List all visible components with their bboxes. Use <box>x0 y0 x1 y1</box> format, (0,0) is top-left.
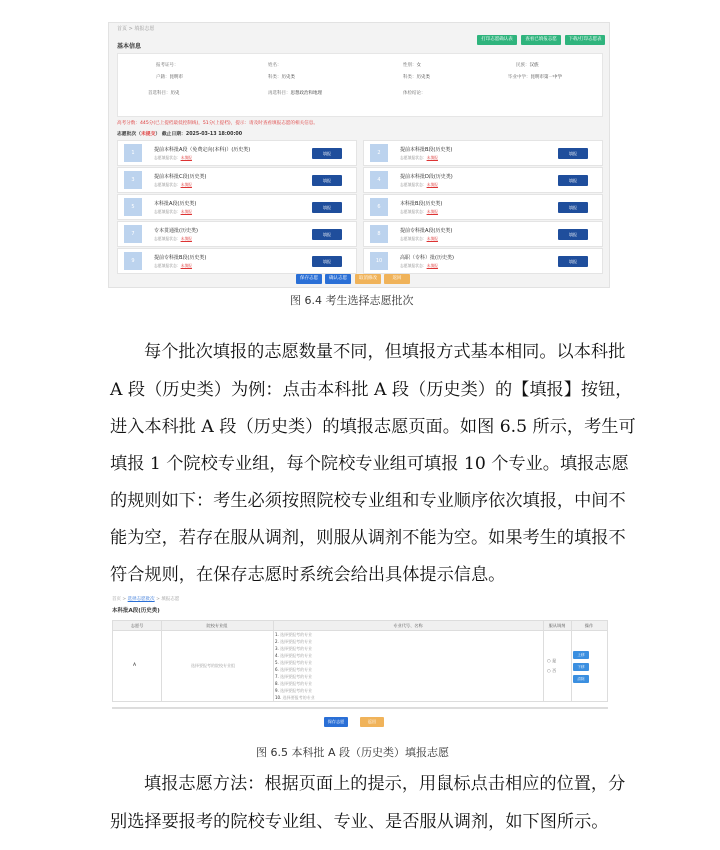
batch-state: 志愿填报状态：未填报 <box>154 209 192 214</box>
major-select[interactable]: 2. 选择要报考的专业 <box>275 639 313 644</box>
batch-name: 提前本科批B段(历史类) <box>400 147 453 153</box>
save-button[interactable]: 保存志愿 <box>324 717 348 727</box>
major-select[interactable]: 10. 选择要报考的专业 <box>275 695 315 700</box>
batch-name: 本科批B段(历史类) <box>400 201 443 207</box>
batch-selection-screenshot <box>108 22 610 288</box>
batch-state: 志愿填报状态：未填报 <box>400 182 438 187</box>
batch-number: 7 <box>124 225 142 243</box>
group-select[interactable]: 选择要报考的院校专业组 <box>191 663 235 668</box>
batch-card <box>363 248 603 274</box>
batch-state: 志愿填报状态：未填报 <box>400 209 438 214</box>
text-line: 别选择要报考的院校专业组、专业、是否服从调剂，如下图所示。 <box>110 812 609 832</box>
batch-name: 提前本科批A段（免费定向(本科)）(历史类) <box>154 147 251 153</box>
info-item: 报考证号： <box>156 63 179 68</box>
batch-card <box>117 140 357 166</box>
batch-number: 4 <box>370 171 388 189</box>
print-confirm-button[interactable]: 打印志愿确认表 <box>477 35 517 45</box>
text-line: 的规则如下：考生必须按照院校专业组和专业顺序依次填报，中间不 <box>110 491 626 511</box>
batch-number: 8 <box>370 225 388 243</box>
batch-card <box>117 248 357 274</box>
batch-card <box>117 221 357 247</box>
batch-name: 专本贯通批(历史类) <box>154 228 198 234</box>
batch-state: 志愿填报状态：未填报 <box>154 182 192 187</box>
major-select[interactable]: 7. 选择要报考的专业 <box>275 674 313 679</box>
fill-button[interactable]: 填报 <box>558 202 588 213</box>
adjust-yes-radio[interactable]: ○ 是 <box>547 658 557 663</box>
batch-card <box>117 194 357 220</box>
move-down-button[interactable]: 下移 <box>573 663 589 671</box>
batch-name: 提前专科批A段(历史类) <box>400 228 453 234</box>
figure-caption: 图 6.4 考生选择志愿批次 <box>290 294 414 307</box>
major-select[interactable]: 3. 选择要报考的专业 <box>275 646 313 651</box>
text-line: 进入本科批 A 段（历史类）的填报志愿页面。如图 6.5 所示，考生可 <box>110 417 636 437</box>
breadcrumb: 首页 > 填报志愿 <box>117 26 155 32</box>
text-line: 符合规则，在保存志愿时系统会给出具体提示信息。 <box>110 565 506 585</box>
batch-number: 1 <box>124 144 142 162</box>
batch-card <box>363 140 603 166</box>
info-item: 体检结论： <box>403 91 426 96</box>
col-header: 院校专业组 <box>161 621 273 631</box>
figure-caption: 图 6.5 本科批 A 段（历史类）填报志愿 <box>256 746 450 759</box>
move-up-button[interactable]: 上移 <box>573 651 589 659</box>
major-select[interactable]: 4. 选择要报考的专业 <box>275 653 313 658</box>
text-line: A 段（历史类）为例：点击本科批 A 段（历史类）的【填报】按钮， <box>110 380 633 400</box>
batch-state: 志愿填报状态：未填报 <box>154 236 192 241</box>
col-header: 服从调剂 <box>543 621 571 631</box>
download-print-button[interactable]: 下载/打印志愿表 <box>565 35 605 45</box>
info-item: 户籍：昆明市 <box>156 75 183 80</box>
clear-button[interactable]: 清除 <box>573 675 589 683</box>
text-line: 填报志愿方法：根据页面上的提示，用鼠标点击相应的位置，分 <box>144 774 626 794</box>
back-button[interactable]: 返回 <box>360 717 384 727</box>
major-select[interactable]: 5. 选择要报考的专业 <box>275 660 313 665</box>
adjust-no-radio[interactable]: ○ 否 <box>547 668 557 673</box>
major-select[interactable]: 9. 选择要报考的专业 <box>275 688 313 693</box>
batch-state: 志愿填报状态：未填报 <box>154 263 192 268</box>
batch-name: 提前专科批B段(历史类) <box>154 255 207 261</box>
volunteer-form-screenshot <box>110 592 610 737</box>
batch-number: 3 <box>124 171 142 189</box>
form-heading: 本科批A段(历史类) <box>112 608 160 614</box>
batch-card <box>363 221 603 247</box>
text-line: 能为空，若存在服从调剂，则服从调剂不能为空。如果考生的填报不 <box>110 528 626 548</box>
fill-button[interactable]: 填报 <box>558 175 588 186</box>
section-title: 基本信息 <box>117 43 142 50</box>
col-header: 操作 <box>571 621 607 631</box>
volunteer-table <box>112 620 608 702</box>
batch-state: 志愿填报状态：未填报 <box>154 155 192 160</box>
info-item: 民族：汉族 <box>516 63 539 68</box>
text-line: 每个批次填报的志愿数量不同，但填报方式基本相同。以本科批 <box>144 342 626 362</box>
info-item: 科类：历史类 <box>268 75 295 80</box>
cancel-button[interactable]: 取消修改 <box>355 274 381 284</box>
batch-number: 6 <box>370 198 388 216</box>
fill-button[interactable]: 填报 <box>312 256 342 267</box>
batch-state: 志愿填报状态：未填报 <box>400 155 438 160</box>
fill-button[interactable]: 填报 <box>312 148 342 159</box>
row-number: A <box>133 663 137 668</box>
major-select[interactable]: 8. 选择要报考的专业 <box>275 681 313 686</box>
breadcrumb-home[interactable]: 首页 <box>112 597 121 602</box>
batch-name: 提前本科批D段(历史类) <box>400 174 453 180</box>
fill-button[interactable]: 填报 <box>558 148 588 159</box>
batch-number: 2 <box>370 144 388 162</box>
major-select[interactable]: 6. 选择要报考的专业 <box>275 667 313 672</box>
info-item: 毕业中学：昆明市第一中学 <box>508 75 562 80</box>
info-item: 姓名： <box>268 63 282 68</box>
view-submitted-button[interactable]: 查看已填报志愿 <box>521 35 561 45</box>
score-notice: 高考分数：445分(已上提档最低控制线)，51分(上提档)，提示：请及时查看填报志愿的相关信息。 <box>117 121 318 126</box>
fill-button[interactable]: 填报 <box>312 202 342 213</box>
candidate-info-panel <box>117 53 603 117</box>
batch-card <box>117 167 357 193</box>
breadcrumb: 首页 > 选择志愿批次 > 填报志愿 <box>112 597 180 602</box>
fill-button[interactable]: 填报 <box>558 256 588 267</box>
breadcrumb-current: 填报志愿 <box>161 597 180 602</box>
breadcrumb-batch[interactable]: 选择志愿批次 <box>127 597 155 602</box>
info-item: 首选科目：历史 <box>148 91 180 96</box>
fill-button[interactable]: 填报 <box>312 175 342 186</box>
col-header: 专业代号、名称 <box>273 621 543 631</box>
divider <box>112 707 608 709</box>
info-item: 性别：女 <box>403 63 421 68</box>
batch-state: 志愿填报状态：未填报 <box>400 263 438 268</box>
batch-card <box>363 167 603 193</box>
batch-card <box>363 194 603 220</box>
back-button[interactable]: 返回 <box>384 274 410 284</box>
batch-number: 9 <box>124 252 142 270</box>
col-header: 志愿号 <box>113 621 161 631</box>
text-line: 填报 1 个院校专业组，每个院校专业组可填报 10 个专业。填报志愿 <box>110 454 629 474</box>
batch-name: 本科批A段(历史类) <box>154 201 197 207</box>
batch-state: 志愿填报状态：未填报 <box>400 236 438 241</box>
batch-status: 志愿批次（未提交） 截止日期：2025-03-13 18:00:00 <box>117 132 243 137</box>
fill-button[interactable]: 填报 <box>312 229 342 240</box>
batch-number: 5 <box>124 198 142 216</box>
fill-button[interactable]: 填报 <box>558 229 588 240</box>
batch-name: 提前本科批C段(历史类) <box>154 174 207 180</box>
major-select[interactable]: 1. 选择要报考的专业 <box>275 632 313 637</box>
save-button[interactable]: 保存志愿 <box>296 274 322 284</box>
batch-name: 高职（专科）批(历史类) <box>400 255 454 261</box>
info-item: 科类：历史类 <box>403 75 430 80</box>
info-item: 再选科目：思想政治和地理 <box>268 91 322 96</box>
batch-number: 10 <box>370 252 388 270</box>
confirm-button[interactable]: 确认志愿 <box>325 274 351 284</box>
